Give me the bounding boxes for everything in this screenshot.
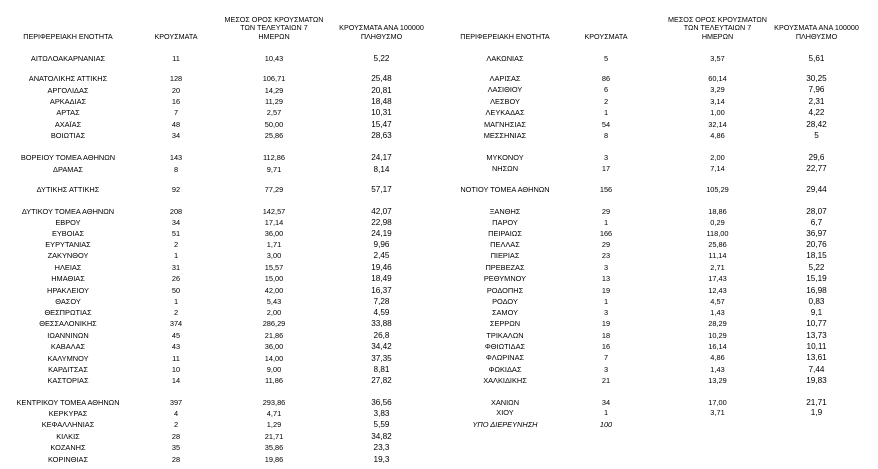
region-name: ΒΟΙΩΤΙΑΣ (50, 131, 86, 140)
cases-value: 21 (601, 376, 611, 385)
column-header-per100k: ΚΡΟΥΣΜΑΤΑ ΑΝΑ 100000 (339, 23, 424, 33)
per100k-value: 22,98 (371, 218, 392, 227)
cases-value: 2 (173, 240, 179, 249)
region-name: ΚΕΦΑΛΛΗΝΙΑΣ (41, 420, 95, 429)
region-name: ΗΜΑΘΙΑΣ (51, 274, 85, 283)
avg7-value: 142,57 (262, 207, 286, 216)
per100k-value: 8,81 (373, 365, 390, 374)
per100k-value: 3,83 (373, 409, 390, 418)
per100k-value: 28,07 (806, 207, 827, 216)
cases-value: 1 (603, 408, 609, 417)
region-name: ΠΑΡΟΥ (492, 218, 518, 227)
cases-value: 54 (601, 120, 611, 129)
per100k-value: 19,46 (371, 263, 392, 272)
avg7-value: 14,00 (264, 354, 284, 363)
avg7-value: 2,00 (266, 308, 282, 317)
avg7-value: 3,29 (710, 85, 725, 94)
per100k-value: 1,9 (810, 408, 823, 417)
avg7-value: 4,86 (710, 131, 725, 140)
avg7-value: 18,86 (708, 207, 727, 216)
region-name: ΚΟΖΑΝΗΣ (50, 443, 86, 452)
avg7-value: 2,71 (710, 263, 725, 272)
column-header-region: ΠΕΡΙΦΕΡΕΙΑΚΗ ΕΝΟΤΗΤΑ (23, 31, 113, 41)
avg7-value: 3,14 (710, 97, 725, 106)
avg7-value: 1,71 (266, 240, 282, 249)
per100k-value: 4,22 (808, 108, 825, 117)
per100k-value: 5,61 (808, 54, 825, 63)
avg7-value: 3,57 (710, 54, 725, 63)
cases-value: 28 (171, 432, 181, 441)
avg7-value: 106,71 (262, 74, 286, 83)
cases-value: 5 (603, 54, 609, 63)
region-name: ΠΡΕΒΕΖΑΣ (485, 263, 525, 272)
cases-value: 20 (171, 86, 181, 95)
avg7-value: 13,29 (708, 376, 727, 385)
avg7-value: 14,29 (264, 86, 284, 95)
cases-value: 51 (171, 229, 181, 238)
avg7-value: 4,71 (266, 409, 282, 418)
per100k-value: 15,19 (806, 274, 827, 283)
per100k-value: 13,61 (806, 353, 827, 362)
region-name: ΛΕΣΒΟΥ (490, 97, 520, 106)
avg7-value: 28,29 (708, 319, 727, 328)
region-name: ΠΙΕΡΙΑΣ (490, 251, 520, 260)
cases-value: 3 (603, 153, 609, 162)
region-name: ΛΑΡΙΣΑΣ (489, 74, 521, 83)
per100k-value: 33,88 (371, 319, 392, 328)
avg7-value: 17,43 (708, 274, 727, 283)
region-name: ΜΥΚΟΝΟΥ (486, 153, 524, 162)
cases-value: 14 (171, 376, 181, 385)
cases-value: 3 (603, 263, 609, 272)
column-header-per100k: ΠΛΗΘΥΣΜΟ (360, 31, 403, 41)
per100k-value: 19,3 (373, 455, 390, 464)
avg7-value: 25,86 (264, 131, 284, 140)
cases-value: 156 (599, 185, 613, 194)
cases-value: 43 (171, 342, 181, 351)
cases-value: 26 (171, 274, 181, 283)
column-header-avg7: ΤΩΝ ΤΕΛΕΥΤΑΙΩΝ 7 (683, 23, 752, 33)
avg7-value: 35,86 (264, 443, 284, 452)
per100k-value: 24,19 (371, 229, 392, 238)
region-name: ΔΥΤΙΚΟΥ ΤΟΜΕΑ ΑΘΗΝΩΝ (21, 207, 115, 216)
cases-value: 208 (169, 207, 183, 216)
region-name: ΝΟΤΙΟΥ ΤΟΜΕΑ ΑΘΗΝΩΝ (460, 185, 550, 194)
avg7-value: 1,00 (710, 108, 725, 117)
region-name: ΦΘΙΩΤΙΔΑΣ (484, 342, 526, 351)
cases-value: 166 (599, 229, 613, 238)
avg7-value: 21,71 (264, 432, 284, 441)
avg7-value: 19,86 (264, 455, 284, 464)
region-name: ΜΕΣΣΗΝΙΑΣ (483, 131, 527, 140)
avg7-value: 286,29 (262, 319, 286, 328)
region-name: ΛΕΥΚΑΔΑΣ (485, 108, 525, 117)
avg7-value: 4,86 (710, 353, 725, 362)
avg7-value: 3,71 (710, 408, 725, 417)
avg7-value: 118,00 (706, 229, 729, 238)
cases-value: 48 (171, 120, 181, 129)
cases-value: 3 (603, 308, 609, 317)
region-name: ΛΑΣΙΘΙΟΥ (487, 85, 523, 94)
region-name: ΑΧΑΪΑΣ (54, 120, 82, 129)
per100k-value: 19,83 (806, 376, 827, 385)
avg7-value: 9,00 (266, 365, 282, 374)
region-name: ΡΟΔΟΥ (492, 297, 518, 306)
region-name: ΑΡΤΑΣ (56, 108, 80, 117)
region-name: ΘΕΣΣΑΛΟΝΙΚΗΣ (39, 319, 97, 328)
avg7-value: 11,14 (708, 251, 727, 260)
region-name: ΦΛΩΡΙΝΑΣ (485, 353, 525, 362)
avg7-value: 11,86 (265, 376, 283, 385)
avg7-value: 0,29 (710, 218, 725, 227)
cases-value: 2 (173, 308, 179, 317)
column-header-avg7: ΜΕΣΟΣ ΟΡΟΣ ΚΡΟΥΣΜΑΤΩΝ (224, 15, 324, 25)
per100k-value: 0,83 (808, 297, 825, 306)
cases-value: 34 (601, 398, 611, 407)
cases-value: 397 (169, 398, 183, 407)
column-header-per100k: ΠΛΗΘΥΣΜΟ (795, 31, 838, 41)
cases-value: 2 (173, 420, 179, 429)
cases-value: 1 (173, 297, 179, 306)
avg7-value: 36,00 (264, 342, 284, 351)
cases-value: 13 (601, 274, 611, 283)
region-name: ΠΕΛΛΑΣ (490, 240, 520, 249)
region-name: ΚΕΝΤΡΙΚΟΥ ΤΟΜΕΑ ΑΘΗΝΩΝ (16, 398, 120, 407)
per100k-value: 34,82 (371, 432, 392, 441)
region-name: ΛΑΚΩΝΙΑΣ (486, 54, 524, 63)
avg7-value: 15,00 (264, 274, 284, 283)
region-name: ΥΠΟ ΔΙΕΡΕΥΝΗΣΗ (472, 420, 538, 429)
region-name: ΙΩΑΝΝΙΝΩΝ (47, 331, 89, 340)
region-name: ΕΥΡΥΤΑΝΙΑΣ (45, 240, 91, 249)
region-name: ΚΑΒΑΛΑΣ (50, 342, 86, 351)
per100k-value: 9,96 (373, 240, 390, 249)
cases-value: 45 (171, 331, 181, 340)
per100k-value: 6,7 (810, 218, 823, 227)
per100k-value: 5,59 (373, 420, 390, 429)
cases-value: 8 (173, 165, 179, 174)
region-name: ΒΟΡΕΙΟΥ ΤΟΜΕΑ ΑΘΗΝΩΝ (20, 153, 116, 162)
cases-value: 86 (601, 74, 611, 83)
avg7-value: 17,14 (264, 218, 284, 227)
cases-value: 29 (601, 240, 611, 249)
per100k-value: 20,81 (371, 86, 392, 95)
region-name: ΘΑΣΟΥ (55, 297, 81, 306)
avg7-value: 60,14 (708, 74, 727, 83)
region-name: ΚΟΡΙΝΘΙΑΣ (47, 455, 89, 464)
per100k-value: 27,82 (371, 376, 392, 385)
avg7-value: 1,43 (710, 365, 725, 374)
per100k-value: 21,71 (806, 398, 827, 407)
cases-value: 92 (171, 185, 181, 194)
per100k-value: 5,22 (373, 54, 390, 63)
cases-value: 6 (603, 85, 609, 94)
per100k-value: 22,77 (806, 164, 827, 173)
region-name: ΦΩΚΙΔΑΣ (488, 365, 522, 374)
cases-value: 100 (599, 420, 613, 429)
region-name: ΚΙΛΚΙΣ (56, 432, 80, 441)
avg7-value: 3,00 (266, 251, 282, 260)
region-name: ΘΕΣΠΡΩΤΙΑΣ (44, 308, 92, 317)
per100k-value: 25,48 (371, 74, 392, 83)
region-name: ΠΕΙΡΑΙΩΣ (488, 229, 522, 238)
per100k-value: 4,59 (373, 308, 390, 317)
per100k-value: 16,98 (806, 286, 827, 295)
avg7-value: 42,00 (264, 286, 284, 295)
per100k-value: 24,17 (371, 153, 392, 162)
avg7-value: 1,29 (266, 420, 282, 429)
cases-value: 3 (603, 365, 609, 374)
region-name: ΗΛΕΙΑΣ (54, 263, 82, 272)
per100k-value: 7,28 (373, 297, 390, 306)
per100k-value: 10,31 (371, 108, 392, 117)
avg7-value: 21,86 (264, 331, 284, 340)
cases-value: 34 (171, 131, 181, 140)
avg7-value: 77,29 (264, 185, 284, 194)
per100k-value: 15,47 (371, 120, 392, 129)
region-name: ΚΑΡΔΙΤΣΑΣ (48, 365, 88, 374)
cases-value: 4 (173, 409, 179, 418)
per100k-value: 18,48 (371, 97, 392, 106)
per100k-value: 42,07 (371, 207, 392, 216)
region-name: ΕΥΒΟΙΑΣ (51, 229, 85, 238)
cases-value: 374 (169, 319, 183, 328)
per100k-value: 57,17 (371, 185, 392, 194)
avg7-value: 11,29 (265, 97, 283, 106)
avg7-value: 112,86 (262, 153, 286, 162)
cases-value: 10 (171, 365, 181, 374)
cases-value: 31 (171, 263, 181, 272)
avg7-value: 12,43 (708, 286, 727, 295)
cases-value: 28 (171, 455, 181, 464)
region-name: ΗΡΑΚΛΕΙΟΥ (47, 286, 89, 295)
per100k-value: 29,44 (806, 185, 827, 194)
region-name: ΖΑΚΥΝΘΟΥ (47, 251, 89, 260)
per100k-value: 5,22 (808, 263, 825, 272)
per100k-value: 23,3 (373, 443, 390, 452)
cases-value: 11 (172, 54, 180, 63)
avg7-value: 50,00 (264, 120, 284, 129)
avg7-value: 15,57 (264, 263, 284, 272)
per100k-value: 5 (814, 131, 819, 140)
cases-value: 50 (171, 286, 181, 295)
per100k-value: 10,11 (806, 342, 827, 351)
cases-value: 143 (169, 153, 183, 162)
cases-value: 16 (601, 342, 611, 351)
cases-value: 1 (603, 297, 609, 306)
avg7-value: 17,00 (708, 398, 727, 407)
avg7-value: 2,00 (710, 153, 725, 162)
cases-value: 23 (601, 251, 611, 260)
cases-value: 19 (601, 319, 611, 328)
per100k-value: 29,6 (808, 153, 825, 162)
region-name: ΣΑΜΟΥ (491, 308, 519, 317)
per100k-value: 18,49 (371, 274, 392, 283)
per100k-value: 18,15 (806, 251, 827, 260)
region-name: ΔΡΑΜΑΣ (53, 165, 83, 174)
cases-value: 1 (173, 251, 179, 260)
column-header-avg7: ΗΜΕΡΩΝ (258, 31, 290, 41)
column-header-cases: ΚΡΟΥΣΜΑΤΑ (584, 31, 628, 41)
per100k-value: 37,35 (371, 354, 392, 363)
cases-value: 16 (171, 97, 181, 106)
per100k-value: 2,31 (808, 97, 825, 106)
avg7-value: 36,00 (264, 229, 284, 238)
region-name: ΑΡΚΑΔΙΑΣ (49, 97, 87, 106)
region-name: ΡΕΘΥΜΝΟΥ (483, 274, 527, 283)
region-name: ΣΕΡΡΩΝ (489, 319, 521, 328)
cases-value: 18 (601, 331, 611, 340)
region-name: ΚΑΣΤΟΡΙΑΣ (47, 376, 89, 385)
region-name: ΚΑΛΥΜΝΟΥ (47, 354, 89, 363)
avg7-value: 2,57 (266, 108, 282, 117)
avg7-value: 9,71 (266, 165, 282, 174)
region-name: ΧΙΟΥ (496, 408, 514, 417)
region-name: ΚΕΡΚΥΡΑΣ (48, 409, 88, 418)
cases-value: 128 (169, 74, 183, 83)
column-header-cases: ΚΡΟΥΣΜΑΤΑ (154, 31, 198, 41)
per100k-value: 13,73 (806, 331, 827, 340)
per100k-value: 28,42 (806, 120, 827, 129)
per100k-value: 8,14 (373, 165, 390, 174)
per100k-value: 7,44 (808, 365, 825, 374)
avg7-value: 25,86 (708, 240, 727, 249)
cases-value: 7 (173, 108, 179, 117)
region-name: ΞΑΝΘΗΣ (489, 207, 521, 216)
avg7-value: 10,43 (264, 54, 284, 63)
cases-value: 7 (603, 353, 609, 362)
column-header-avg7: ΤΩΝ ΤΕΛΕΥΤΑΙΩΝ 7 (240, 23, 308, 33)
cases-value: 34 (171, 218, 181, 227)
per100k-value: 7,96 (808, 85, 825, 94)
avg7-value: 293,86 (262, 398, 286, 407)
cases-value: 8 (603, 131, 609, 140)
per100k-value: 20,76 (806, 240, 827, 249)
avg7-value: 5,43 (266, 297, 282, 306)
cases-value: 17 (601, 164, 611, 173)
cases-value: 1 (603, 108, 609, 117)
per100k-value: 36,56 (371, 398, 392, 407)
region-name: ΜΑΓΝΗΣΙΑΣ (484, 120, 526, 129)
avg7-value: 105,29 (706, 185, 729, 194)
column-header-per100k: ΚΡΟΥΣΜΑΤΑ ΑΝΑ 100000 (774, 23, 859, 33)
avg7-value: 10,29 (708, 331, 727, 340)
per100k-value: 34,42 (371, 342, 392, 351)
cases-value: 19 (601, 286, 611, 295)
region-name: ΑΝΑΤΟΛΙΚΗΣ ΑΤΤΙΚΗΣ (28, 74, 108, 83)
region-name: ΧΑΝΙΩΝ (490, 398, 520, 407)
per100k-value: 36,97 (806, 229, 827, 238)
per100k-value: 9,1 (810, 308, 823, 317)
per100k-value: 16,37 (371, 286, 392, 295)
avg7-value: 1,43 (710, 308, 725, 317)
per100k-value: 2,45 (373, 251, 390, 260)
region-name: ΧΑΛΚΙΔΙΚΗΣ (483, 376, 527, 385)
per100k-value: 28,63 (371, 131, 392, 140)
region-name: ΡΟΔΟΠΗΣ (486, 286, 524, 295)
avg7-value: 4,57 (710, 297, 725, 306)
region-name: ΝΗΣΩΝ (491, 164, 519, 173)
per100k-value: 10,77 (806, 319, 827, 328)
region-name: ΔΥΤΙΚΗΣ ΑΤΤΙΚΗΣ (36, 185, 100, 194)
column-header-region: ΠΕΡΙΦΕΡΕΙΑΚΗ ΕΝΟΤΗΤΑ (460, 31, 550, 41)
avg7-value: 7,14 (710, 164, 725, 173)
column-header-avg7: ΗΜΕΡΩΝ (701, 31, 734, 41)
per100k-value: 26,8 (373, 331, 390, 340)
cases-value: 35 (171, 443, 181, 452)
avg7-value: 32,14 (708, 120, 727, 129)
region-name: ΤΡΙΚΑΛΩΝ (486, 331, 524, 340)
cases-value: 1 (603, 218, 609, 227)
avg7-value: 16,14 (708, 342, 727, 351)
cases-value: 29 (601, 207, 611, 216)
region-name: ΑΙΤΩΛΟΑΚΑΡΝΑΝΙΑΣ (30, 54, 106, 63)
cases-value: 11 (172, 354, 180, 363)
region-name: ΑΡΓΟΛΙΔΑΣ (47, 86, 89, 95)
region-name: ΕΒΡΟΥ (55, 218, 81, 227)
column-header-avg7: ΜΕΣΟΣ ΟΡΟΣ ΚΡΟΥΣΜΑΤΩΝ (668, 15, 767, 25)
cases-value: 2 (603, 97, 609, 106)
per100k-value: 30,25 (806, 74, 827, 83)
